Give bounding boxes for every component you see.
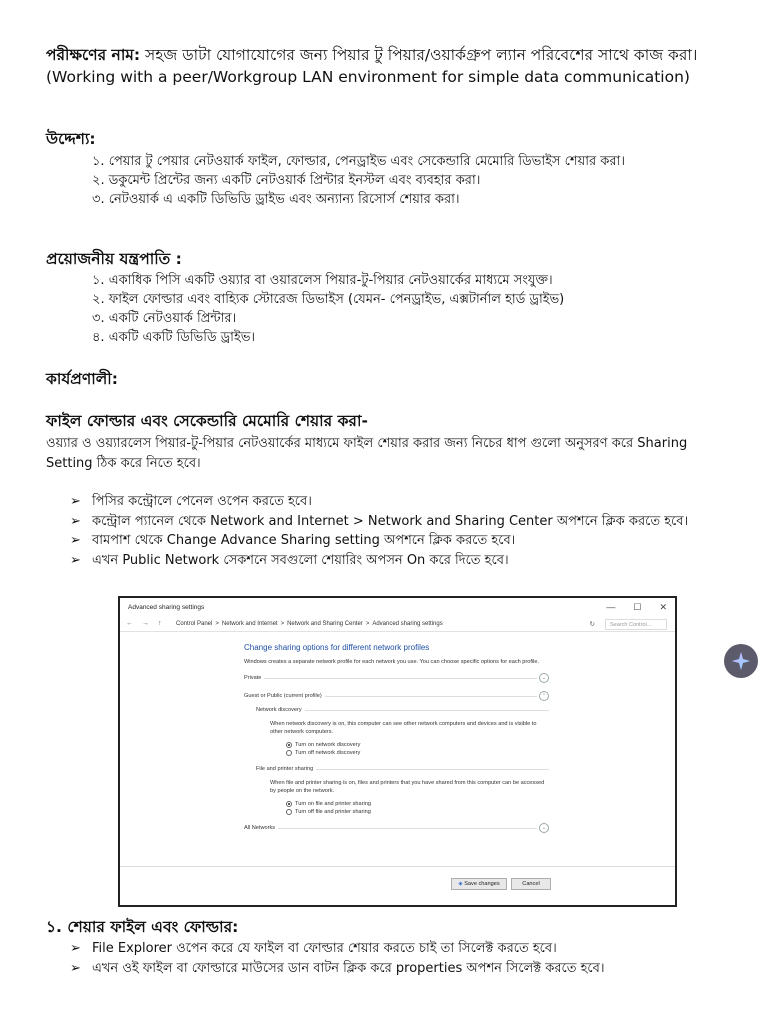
arrow-bullet-icon: ➢ [70,960,81,976]
objectives-heading: উদ্দেশ্য: [46,130,96,148]
radio-selected-icon [286,742,292,748]
list-item: ➢ এখন ওই ফাইল বা ফোল্ডারে মাউসের ডান বাটন ক্লিক করে properties অপশন সিলেক্ট করতে হবে। [70,959,730,979]
breadcrumb: Control Panel > Network and Internet > Network and Sharing Center > Advanced sharing settings [176,621,443,627]
sparkle-icon [730,650,752,672]
window-title: Advanced sharing settings [128,604,205,611]
guest-public-profile-row: Guest or Public (current profile) ⌃ [244,692,549,702]
settings-heading: Change sharing options for different network profiles [244,643,430,652]
list-item: ৪. একটি একটি ডিভিডি ড্রাইভ। [92,330,256,345]
equipment-list [92,271,712,347]
radio-selected-icon [286,801,292,807]
all-networks-row: All Networks ⌄ [244,824,549,834]
fp-off-option: Turn off file and printer sharing [286,808,549,816]
arrow-bullet-icon: ➢ [70,533,81,548]
sharing-steps [70,492,730,570]
arrow-bullet-icon: ➢ [70,941,81,956]
up-icon: ↑ [158,620,162,627]
ai-assistant-button[interactable] [724,644,758,678]
list-item: ➢ File Explorer ওপেন করে যে ফাইল বা ফোল্ডার শেয়ার করতে চাই তা সিলেক্ট করতে হবে। [70,939,730,959]
address-bar [120,618,675,632]
sharing-heading: ফাইল ফোল্ডার এবং সেকেন্ডারি মেমোরি শেয়ার করা- [46,412,368,430]
chevron-up-icon: ⌃ [539,691,549,701]
maximize-icon: ☐ [633,602,642,612]
share-files-heading: ১. শেয়ার ফাইল এবং ফোল্ডার: [46,918,239,936]
chevron-down-icon: ⌄ [539,823,549,833]
file-printer-desc: When file and printer sharing is on, files and printers that you have shared from this computer can be accessed by people on the network. [270,780,545,794]
list-item: ৩. নেটওয়ার্ক এ একটি ডিভিডি ড্রাইভ এবং অন্যান্য রিসোর্স শেয়ার করা। [92,192,460,207]
cancel-button: Cancel [511,878,551,890]
shield-icon: ◈ [458,881,463,887]
sharing-settings-body [244,644,549,834]
objectives-list [92,152,712,209]
settings-description: Windows creates a separate network profile for each network you use. You can choose specific options for each profile. [244,659,540,665]
close-icon: ✕ [659,602,667,612]
nd-off-option: Turn off network discovery [286,749,549,757]
private-profile-row: Private ⌄ [244,674,549,684]
window-titlebar [120,598,675,618]
search-box: Search Control... [605,619,667,630]
list-item: ৩. একটি নেটওয়ার্ক প্রিন্টার। [92,311,237,326]
title-text: সহজ ডাটা যোগাযোগের জন্য পিয়ার টু পিয়ার/ওয়ার্কগ্রুপ ল্যান পরিবেশের সাথে কাজ করা। (Working with a peer/Workgroup LAN environment for simple data communication) [46,46,698,86]
radio-icon [286,809,292,815]
equipment-heading: প্রয়োজনীয় যন্ত্রপাতি : [46,250,182,268]
chevron-down-icon: ⌄ [539,673,549,683]
file-printer-row: File and printer sharing [256,765,549,775]
network-discovery-desc: When network discovery is on, this computer can see other network computers and devices and is visible to other network computers. [270,721,537,735]
minimize-icon: — [606,602,616,612]
arrow-bullet-icon: ➢ [70,513,81,529]
experiment-title [46,44,716,88]
list-item: ➢ বামপাশ থেকে Change Advance Sharing setting অপশনে ক্লিক করতে হবে। [70,531,730,551]
list-item: ২. ডকুমেন্ট প্রিন্টের জন্য একটি নেটওয়ার্ক প্রিন্টার ইনস্টল এবং ব্যবহার করা। [92,173,481,188]
forward-icon: → [142,620,149,627]
arrow-bullet-icon: ➢ [70,552,81,568]
list-item: ১. পেয়ার টু পেয়ার নেটওয়ার্ক ফাইল, ফোল্ডার, পেনড্রাইভ এবং সেকেন্ডারি মেমোরি ডিভাইস শেয়ার করা। [92,154,625,169]
nd-on-option: Turn on network discovery [286,741,549,749]
back-icon: ← [126,620,133,627]
list-item: ২. ফাইল ফোল্ডার এবং বাহ্যিক স্টোরেজ ডিভাইস (যেমন- পেনড্রাইভ, এক্সটার্নাল হার্ড ড্রাইভ) [92,292,565,307]
share-files-steps [70,939,730,978]
list-item: ➢ কন্ট্রোল প্যানেল থেকে Network and Internet > Network and Sharing Center অপশনে ক্লিক করতে হবে। [70,512,730,532]
save-changes-button: ◈ Save changes [451,878,507,890]
fp-on-option: Turn on file and printer sharing [286,800,549,808]
sharing-intro: ওয়্যার ও ওয়্যারলেস পিয়ার-টু-পিয়ার নেটওয়ার্কের মাধ্যমে ফাইল শেয়ার করার জন্য নিচের ধাপ গুলো অনুসরণ করে Sharing Setting ঠিক করে নিতে হবে। [46,436,688,471]
list-item: ➢ এখন Public Network সেকশনে সবগুলো শেয়ারিং অপসন On করে দিতে হবে। [70,551,730,571]
title-label: পরীক্ষণের নাম: [46,46,141,64]
network-discovery-row: Network discovery [256,706,549,716]
advanced-sharing-screenshot [118,596,677,907]
radio-icon [286,750,292,756]
refresh-icon: ↻ [589,621,595,628]
list-item: ➢ পিসির কন্ট্রোলে পেনেল ওপেন করতে হবে। [70,492,730,512]
arrow-bullet-icon: ➢ [70,494,81,509]
procedure-heading: কার্যপ্রণালী: [46,370,118,388]
list-item: ১. একাধিক পিসি একটি ওয়্যার বা ওয়ারলেস পিয়ার-টু-পিয়ার নেটওয়ার্কের মাধ্যমে সংযুক্ত। [92,273,553,288]
